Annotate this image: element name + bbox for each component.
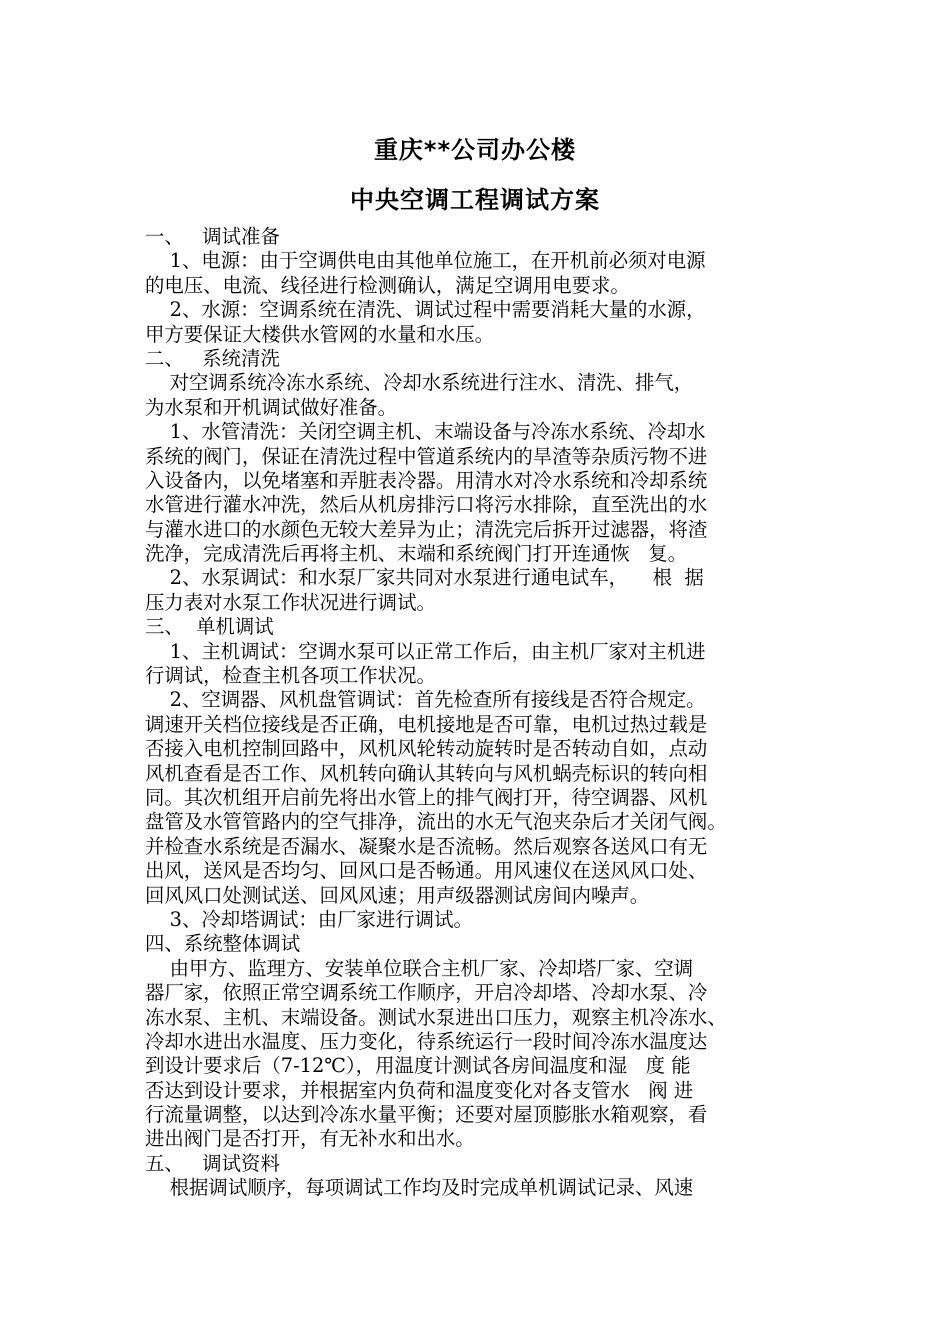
body-text-line: 系统的阀门，保证在清洗过程中管道系统内的旱渣等杂质污物不进 xyxy=(145,444,708,468)
body-text-line: 与灌水进口的水颜色无较大差异为止；清洗完后拆开过滤器，将渣 xyxy=(145,517,708,541)
body-text-line: 的电压、电流、线径进行检测确认，满足空调用电要求。 xyxy=(145,273,630,297)
body-text-line: 出风，送风是否均匀、回风口是否畅通。用风速仪在送风风口处、 xyxy=(145,859,708,883)
body-text-line: 行调试，检查主机各项工作状况。 xyxy=(145,664,436,688)
body-text-line: 1、水管清洗：关闭空调主机、末端设备与冷冻水系统、冷却水 xyxy=(145,420,706,444)
body-text-line: 2、空调器、风机盘管调试：首先检查所有接线是否符合规定。 xyxy=(145,688,706,712)
body-text-line: 行流量调整，以达到冷冻水量平衡；还要对屋顶膨胀水箱观察，看 xyxy=(145,1103,708,1127)
body-text-line: 压力表对水泵工作状况进行调试。 xyxy=(145,590,436,614)
body-text-line: 甲方要保证大楼供水管网的水量和水压。 xyxy=(145,322,495,346)
body-text-line: 对空调系统冷冻水系统、冷却水系统进行注水、清洗、排气， xyxy=(145,371,694,395)
body-text-line: 四、系统整体调试 xyxy=(145,932,301,956)
body-text-line: 回风风口处测试送、回风风速；用声级器测试房间内噪声。 xyxy=(145,883,650,907)
body-text-line: 调速开关档位接线是否正确，电机接地是否可靠，电机过热过载是 xyxy=(145,712,708,736)
body-text-line: 三、 单机调试 xyxy=(145,615,274,639)
body-text-line: 冷却水进出水温度、压力变化，待系统运行一段时间冷冻水温度达 xyxy=(145,1029,708,1053)
body-text-line: 否达到设计要求，并根据室内负荷和温度变化对各支管水 阀 进 xyxy=(145,1078,694,1102)
body-text-line: 入设备内，以免堵塞和弄脏表冷器。用清水对冷水系统和冷却系统 xyxy=(145,468,708,492)
document-title: 重庆**公司办公楼 xyxy=(373,136,577,164)
document-body xyxy=(145,225,810,1201)
body-text-line: 一、 调试准备 xyxy=(145,225,280,248)
body-text-line: 3、冷却塔调试：由厂家进行调试。 xyxy=(145,907,473,931)
body-text-line: 同。其次机组开启前先将出水管上的排气阀打开，待空调器、风机 xyxy=(145,785,708,809)
body-text-line: 水管进行灌水冲洗，然后从机房排污口将污水排除，直至洗出的水 xyxy=(145,493,708,517)
body-text-line: 为水泵和开机调试做好准备。 xyxy=(145,395,398,419)
body-text-line: 风机查看是否工作、风机转向确认其转向与风机蜗壳标识的转向相 xyxy=(145,761,708,785)
body-text-line: 2、水泵调试：和水泵厂家共同对水泵进行通电试车， 根 据 xyxy=(145,566,704,590)
body-text-line: 器厂家，依照正常空调系统工作顺序，开启冷却塔、冷却水泵、冷 xyxy=(145,981,708,1005)
body-text-line: 五、 调试资料 xyxy=(145,1151,280,1175)
body-text-line: 洗净，完成清洗后再将主机、末端和系统阀门打开连通恢 复。 xyxy=(145,542,688,566)
body-text-line: 1、电源：由于空调供电由其他单位施工，在开机前必须对电源 xyxy=(145,249,706,273)
body-text-line: 1、主机调试：空调水泵可以正常工作后，由主机厂家对主机进 xyxy=(145,639,706,663)
body-text-line: 进出阀门是否打开，有无补水和出水。 xyxy=(145,1127,475,1151)
body-text-line: 盘管及水管管路内的空气排净，流出的水无气泡夹杂后才关闭气阀。 xyxy=(145,810,727,834)
body-text-line: 由甲方、监理方、安装单位联合主机厂家、冷却塔厂家、空调 xyxy=(145,956,694,980)
body-text-line: 冻水泵、主机、末端设备。测试水泵进出口压力，观察主机冷冻水、 xyxy=(145,1005,727,1029)
body-text-line: 根据调试顺序，每项调试工作均及时完成单机调试记录、风速 xyxy=(145,1176,694,1200)
body-text-line: 到设计要求后（7-12℃），用温度计测试各房间温度和湿 度 能 xyxy=(145,1054,691,1078)
body-text-line: 二、 系统清洗 xyxy=(145,346,280,370)
body-text-line: 否接入电机控制回路中，风机风轮转动旋转时是否转动自如，点动 xyxy=(145,737,708,761)
body-text-line: 2、水源：空调系统在清洗、调试过程中需要消耗大量的水源， xyxy=(145,298,706,322)
body-text-line: 并检查水系统是否漏水、凝聚水是否流畅。然后观察各送风口有无 xyxy=(145,834,708,858)
document-subtitle: 中央空调工程调试方案 xyxy=(350,186,600,214)
